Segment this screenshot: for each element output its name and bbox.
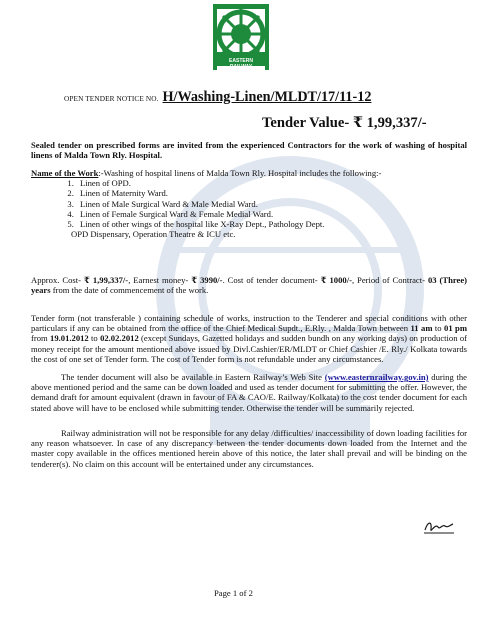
tender-value: Tender Value- ₹ 1,99,337/- (262, 115, 427, 131)
form-text: from (31, 333, 51, 344)
contract-period-value: 03 (Three) years (31, 275, 467, 296)
list-item: 1. Linen of OPD. (76, 178, 467, 188)
start-time: 11 am (410, 323, 433, 334)
list-item: 2. Linen of Maternity Ward. (76, 188, 467, 198)
cost-paragraph (31, 275, 467, 295)
tender-form-paragraph (31, 313, 467, 364)
list-item: 4. Linen of Female Surgical Ward & Female Medial Ward. (76, 209, 467, 219)
notice-number: H/Washing-Linen/MLDT/17/11-12 (162, 89, 372, 105)
svg-text:EASTERN: EASTERN (229, 58, 253, 64)
site-text: during the above mentioned period and the same can be down loaded and used as tender document for submitting the offer. However, the demand draft for amount equivalent (drawn in favour of FA & CAO/E. Railway/Kolkata) to the cost tender document for each stated above will have to be enclosed while submitting tender. Otherwise the tender will be summarily rejected. (31, 372, 467, 413)
disclaimer-paragraph: Railway administration will not be responsible for any delay /difficulties/ inaccessibility of down loading facilities for any reason whatsoever. In case of any discrepancy between the tender documents down loaded from the Internet and the master copy available in the offices mentioned herein above of this notice, the later shall prevail and will be binding on the tenderer(s). No claim on this account will be entertained under any circumstances. (31, 428, 467, 469)
work-extra: OPD Dispensary, Operation Theatre & ICU etc. (71, 229, 236, 240)
website-paragraph (31, 372, 467, 413)
svg-text:RAILWAY: RAILWAY (229, 64, 253, 70)
notice-prefix: OPEN TENDER NOTICE NO. (64, 94, 159, 103)
list-item: 3. Linen of Male Surgical Ward & Male Medial Ward. (76, 199, 467, 209)
linen-list (31, 178, 467, 229)
page-number: Page 1 of 2 (214, 588, 253, 598)
end-time: 01 pm (444, 323, 467, 334)
tender-notice-heading (64, 88, 484, 106)
approx-cost-value: ₹ 1,99,337/- (83, 275, 129, 285)
cost-text: . Cost of tender document- (222, 275, 321, 285)
form-text: to (88, 333, 101, 344)
cost-text: , Earnest money- (128, 275, 192, 285)
cost-text: Approx. Cost- (31, 275, 84, 285)
document-cost-value: ₹ 1000/- (320, 275, 352, 285)
cost-text: , Period of Contract- (351, 275, 428, 285)
form-text: to (432, 323, 445, 334)
work-text: :-Washing of hospital linens of Malda Town Rly. Hospital includes the following:- (98, 168, 382, 178)
signature-icon (422, 518, 456, 536)
earnest-money-value: ₹ 3990/- (191, 275, 223, 285)
list-item: 5. Linen of other wings of the hospital like X-Ray Dept., Pathology Dept. (76, 219, 467, 229)
form-text: Tender form (not transferable ) containing schedule of works, instruction to the Tenderer and special conditions with other particulars if any can be obtained from the office of the Chief Medical Supdt., E.Rly. , Malda Town between (31, 313, 467, 334)
cost-text: from the date of commencement of the work. (50, 285, 209, 296)
eastern-railway-logo-icon (211, 4, 271, 72)
work-heading (31, 168, 467, 178)
railway-website-link[interactable]: (www.easternrailway.gov.in) (324, 372, 429, 382)
form-text: (except Sundays, Gazetted holidays and sudden bundh on any working days) on production of money receipt for the amount mentioned above issued by Divl.Cashier/ER/MLDT or Chief Cashier /E. Rly./ Kolkata towards the cost of one set of Tender form. The cost of Tender form is not refundable under any circumstances. (31, 333, 468, 364)
site-text: The tender document will also be available in Eastern Railway’s Web Site (61, 372, 325, 382)
start-date: 19.01.2012 (50, 333, 89, 344)
work-section (31, 168, 467, 239)
intro-paragraph: Sealed tender on prescribed forms are invited from the experienced Contractors for the work of washing of hospital linens of Malda Town Rly. Hospital. (31, 140, 467, 161)
end-date: 02.02.2012 (100, 333, 139, 344)
work-label: Name of the Work (31, 168, 99, 178)
